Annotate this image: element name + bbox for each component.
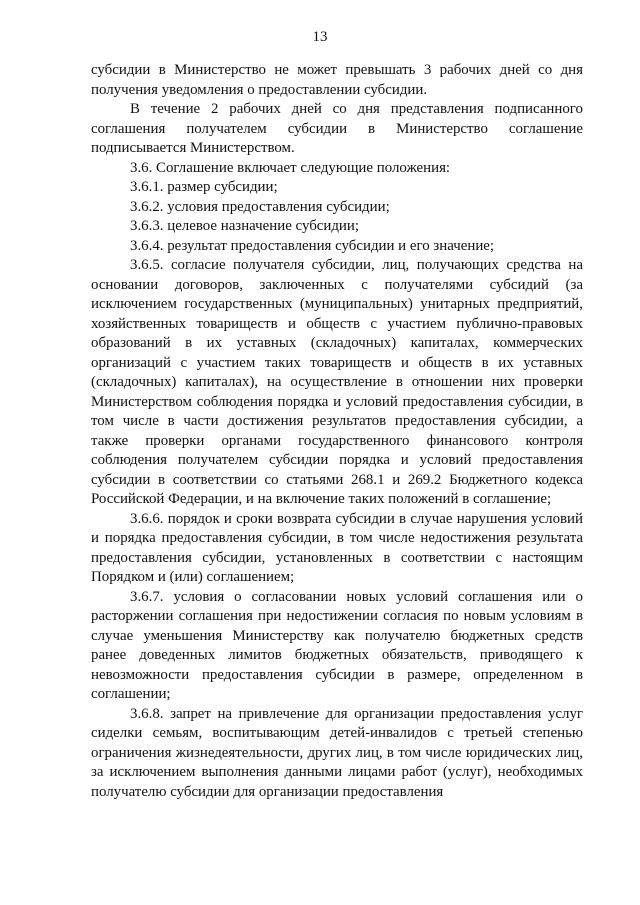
paragraph: 3.6.8. запрет на привлечение для организации предоставления услуг сиделки семьям, воспитывающим детей-инвалидов с третьей степенью ограничения жизнедеятельности, других лиц, в том числе юридических лиц, за исключением выполнения данными лицами работ (услуг), необходимых получателю субсидии для организации предоставления bbox=[91, 705, 583, 800]
paragraph: 3.6.7. условия о согласовании новых условий соглашения или о расторжении соглашения при недостижении согласия по новым условиям в случае уменьшения Министерству как получателю бюджетных средств ранее доведенных лимитов бюджетных обязательств, приводящего к невозможности предоставления субсидии в размере, определенном в соглашении; bbox=[91, 588, 583, 702]
paragraph: субсидии в Министерство не может превышать 3 рабочих дней со дня получения уведомления о предоставлении субсидии. bbox=[91, 62, 583, 98]
paragraph: 3.6.5. согласие получателя субсидии, лиц, получающих средства на основании договоров, заключенных с получателями субсидий (за исключением государственных (муниципальных) унитарных предприятий, хозяйственных товариществ и обществ с участием публично-правовых образований в их уставных (складочных) капиталах, коммерческих организаций с участием таких товариществ и обществ в их уставных (складочных) капиталах), на осуществление в отношении них проверки Министерством соблюдения порядка и условий предоставления субсидии, в том числе в части достижения результатов предоставления субсидии, а также проверки органами государственного финансового контроля соблюдения получателем субсидии порядка и условий предоставления субсидии в соответствии со статьями 268.1 и 269.2 Бюджетного кодекса Российской Федерации, и на включение таких положений в соглашение; bbox=[91, 257, 583, 507]
paragraph: В течение 2 рабочих дней со дня представления подписанного соглашения получателем субсидии в Министерство соглашение подписывается Министерством. bbox=[91, 101, 583, 156]
paragraph: 3.6. Соглашение включает следующие положения: bbox=[130, 159, 451, 176]
paragraph: 3.6.2. условия предоставления субсидии; bbox=[130, 198, 390, 215]
document-body bbox=[91, 61, 583, 802]
paragraph: 3.6.6. порядок и сроки возврата субсидии в случае нарушения условий и порядка предоставления субсидии, в том числе недостижения результата предоставления субсидии, установленных в соответствии с настоящим Порядком и (или) соглашением; bbox=[91, 510, 583, 585]
paragraph: 3.6.3. целевое назначение субсидии; bbox=[130, 218, 360, 234]
page-number: 13 bbox=[312, 29, 328, 45]
paragraph: 3.6.1. размер субсидии; bbox=[130, 179, 278, 195]
paragraph: 3.6.4. результат предоставления субсидии и его значение; bbox=[130, 237, 495, 254]
